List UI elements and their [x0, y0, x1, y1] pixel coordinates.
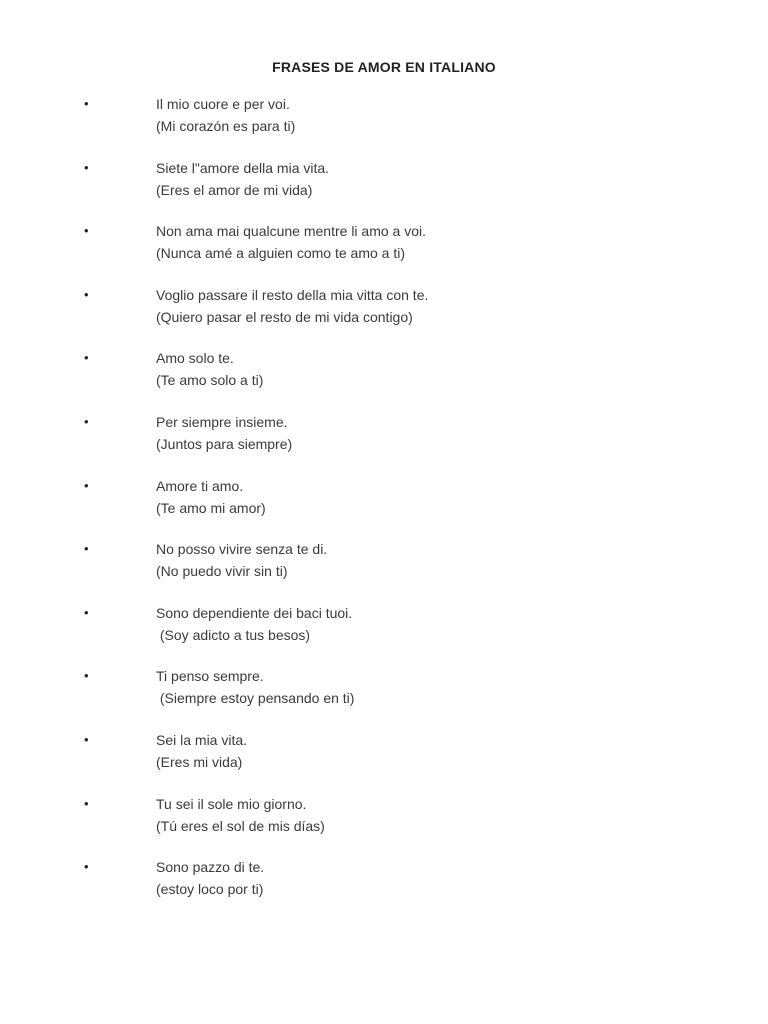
italian-phrase: Voglio passare il resto della mia vitta con te. [156, 286, 429, 303]
spanish-translation: (estoy loco por ti) [156, 881, 264, 898]
list-item [0, 411, 768, 475]
list-item [0, 157, 768, 221]
italian-phrase: Sono dependiente dei baci tuoi. [156, 604, 353, 621]
bullet-icon: • [84, 159, 89, 175]
italian-phrase: Ti penso sempre. [156, 668, 264, 685]
spanish-translation: (Nunca amé a alguien como te amo a ti) [156, 245, 406, 262]
spanish-translation: (Tú eres el sol de mis días) [156, 817, 325, 834]
list-item [0, 729, 768, 793]
list-item [0, 284, 768, 348]
italian-phrase: Siete l"amore della mia vita. [156, 159, 330, 176]
bullet-icon: • [84, 795, 89, 811]
bullet-icon: • [84, 731, 89, 747]
bullet-icon: • [84, 859, 89, 875]
list-item [0, 665, 768, 729]
bullet-icon: • [84, 413, 89, 429]
spanish-translation: (Eres mi vida) [156, 753, 243, 770]
italian-phrase: Non ama mai qualcune mentre li amo a voi. [156, 223, 427, 240]
bullet-icon: • [84, 668, 89, 684]
italian-phrase: Il mio cuore e per voi. [156, 96, 290, 112]
list-item [0, 475, 768, 539]
spanish-translation: (Soy adicto a tus besos) [156, 626, 311, 643]
phrase-list [0, 93, 768, 920]
bullet-icon: • [84, 477, 89, 493]
italian-phrase: Sei la mia vita. [156, 731, 248, 748]
italian-phrase: Amore ti amo. [156, 477, 244, 494]
list-item [0, 93, 768, 157]
list-item [0, 602, 768, 666]
document-title: FRASES DE AMOR EN ITALIANO [272, 59, 496, 75]
spanish-translation: (Eres el amor de mi vida) [156, 181, 313, 198]
spanish-translation: (Te amo solo a ti) [156, 372, 264, 389]
bullet-icon: • [84, 350, 89, 366]
spanish-translation: (Te amo mi amor) [156, 499, 266, 516]
list-item [0, 793, 768, 857]
italian-phrase: Amo solo te. [156, 350, 234, 367]
list-item [0, 220, 768, 284]
spanish-translation: (Quiero pasar el resto de mi vida contigo) [156, 308, 413, 325]
italian-phrase: Sono pazzo di te. [156, 859, 265, 876]
italian-phrase: No posso vivire senza te di. [156, 541, 328, 558]
bullet-icon: • [84, 286, 89, 302]
list-item [0, 856, 768, 920]
italian-phrase: Tu sei il sole mio giorno. [156, 795, 307, 812]
list-item [0, 347, 768, 411]
spanish-translation: (Juntos para siempre) [156, 435, 293, 452]
bullet-icon: • [84, 223, 89, 239]
list-item [0, 538, 768, 602]
italian-phrase: Per siempre insieme. [156, 413, 288, 430]
spanish-translation: (Mi corazón es para ti) [156, 118, 296, 134]
bullet-icon: • [84, 96, 89, 111]
bullet-icon: • [84, 604, 89, 620]
bullet-icon: • [84, 541, 89, 557]
spanish-translation: (Siempre estoy pensando en ti) [156, 690, 355, 707]
spanish-translation: (No puedo vivir sin ti) [156, 563, 288, 580]
